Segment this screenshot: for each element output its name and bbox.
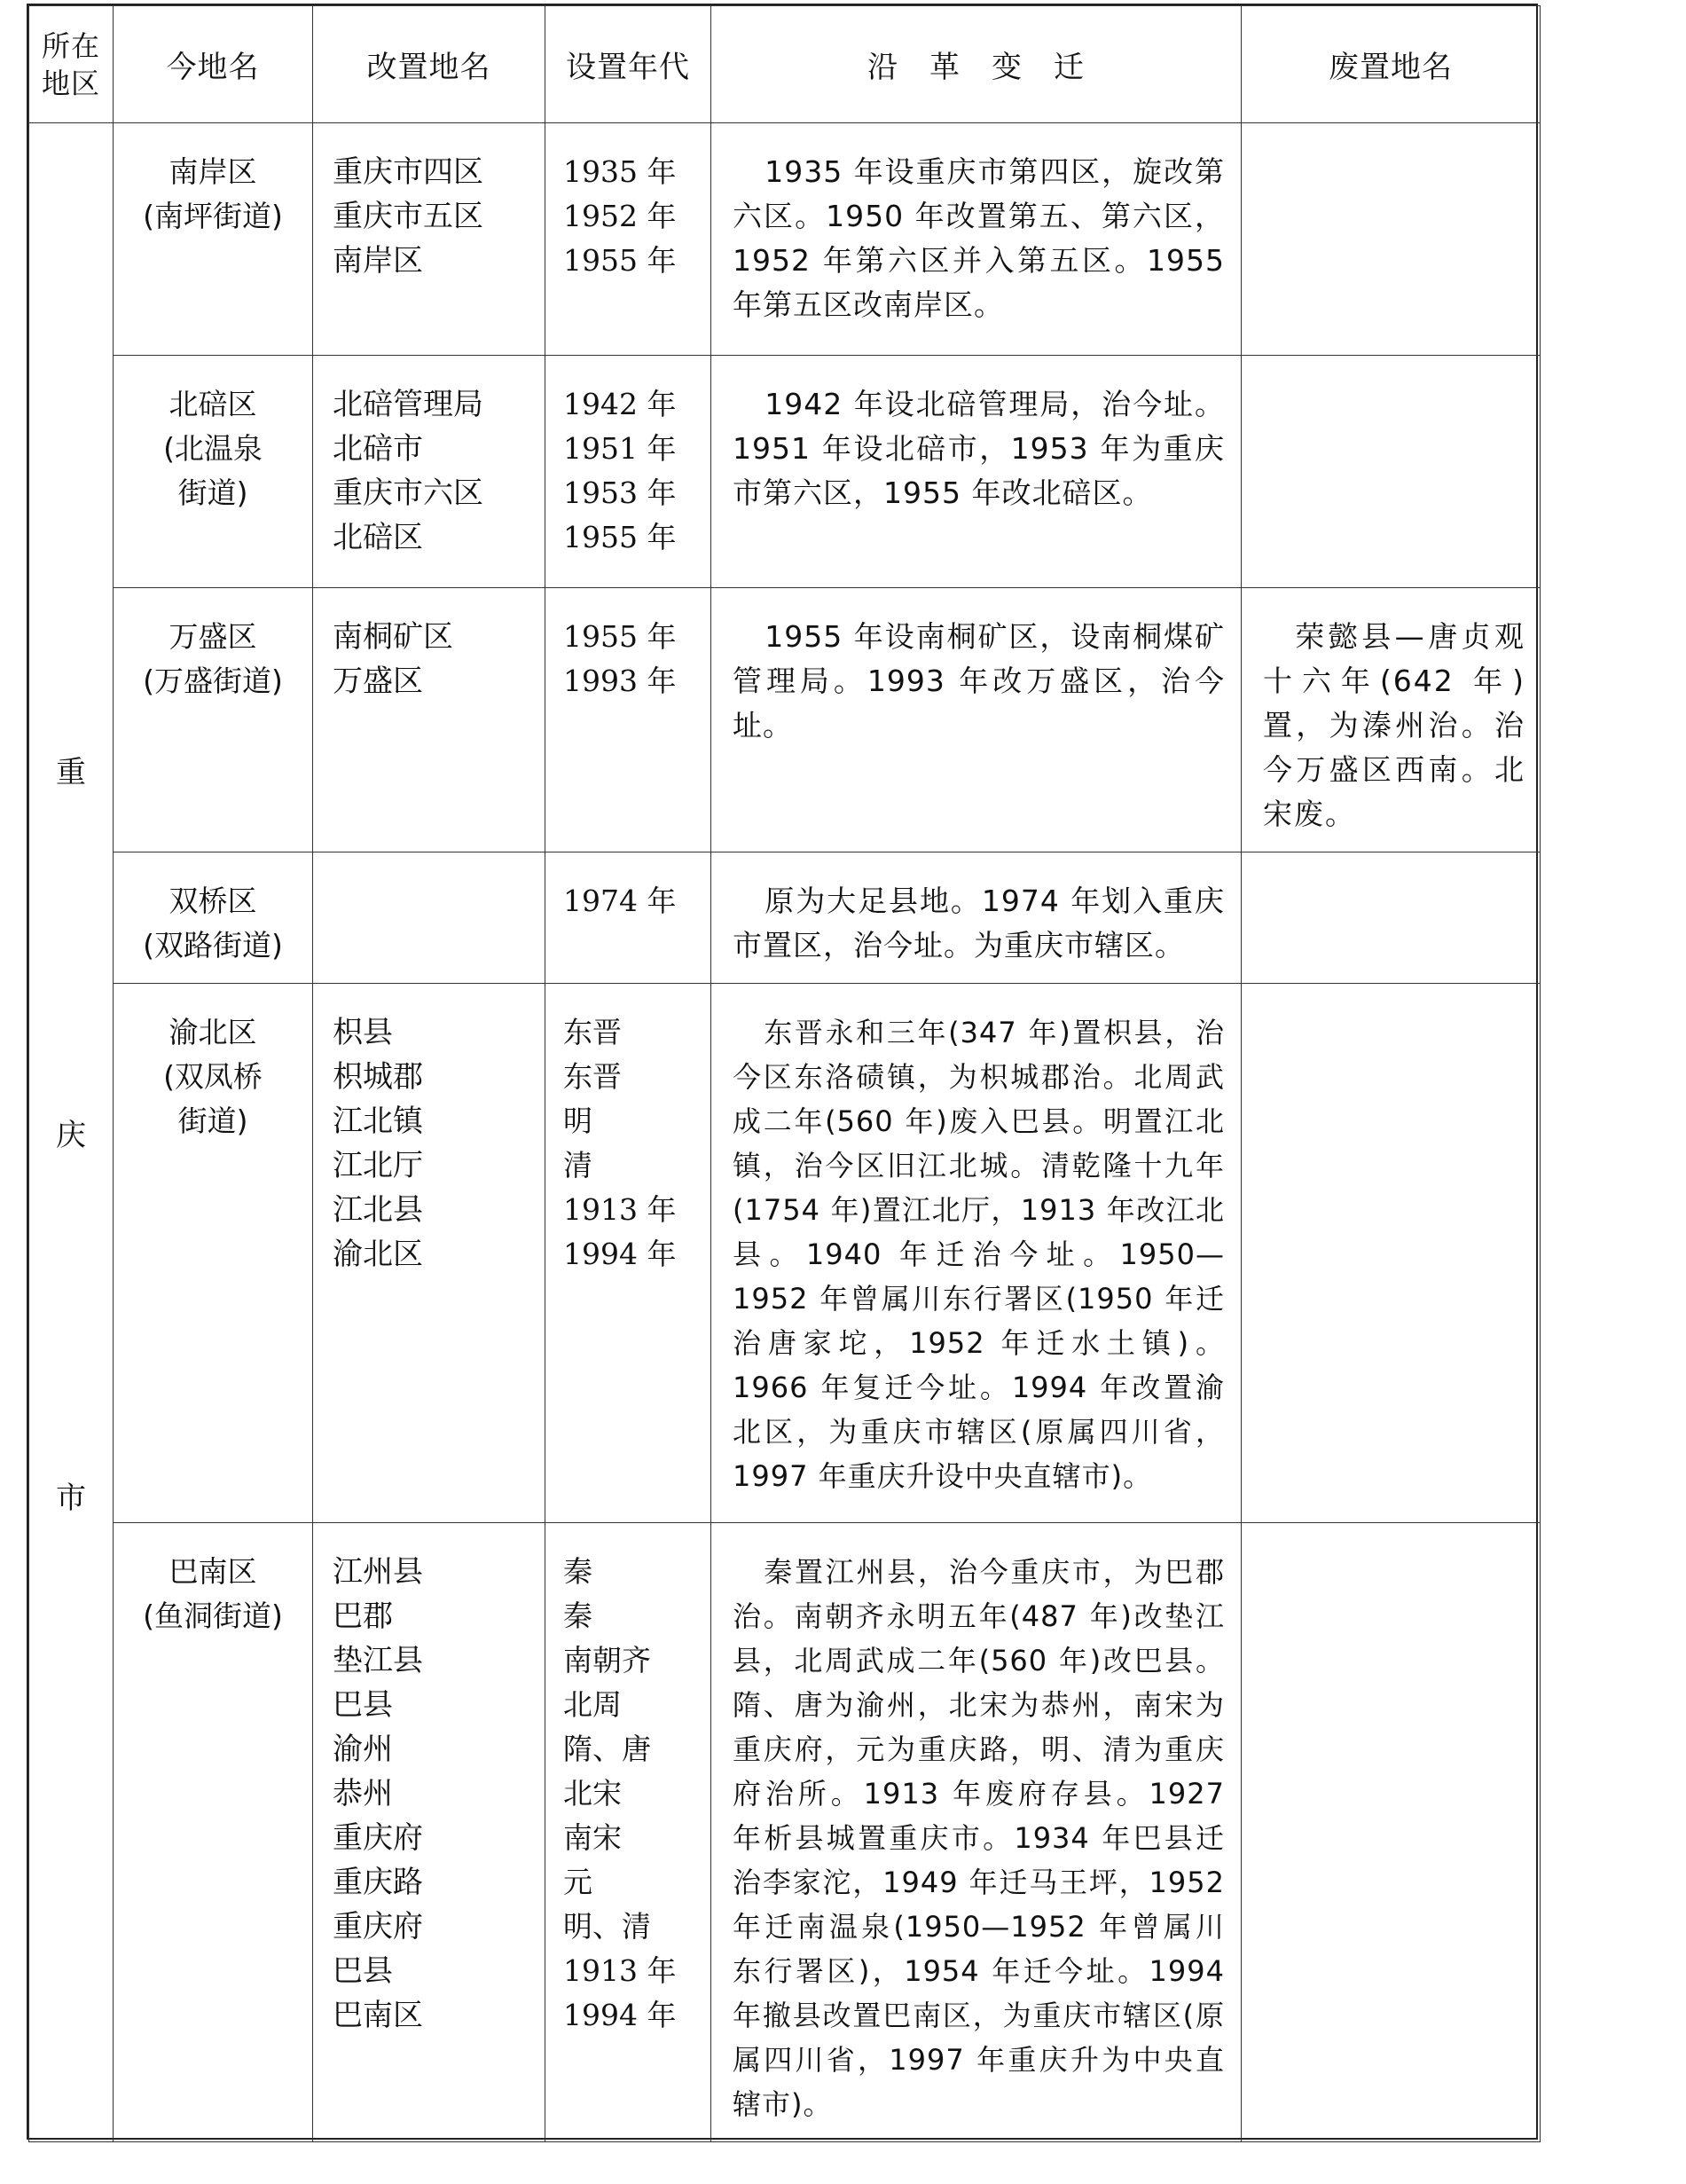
current-name-cell — [114, 588, 313, 852]
year-set-cell — [545, 1523, 711, 2142]
year-set: 1913 年 — [563, 1953, 677, 1988]
current-name: 万盛区 — [169, 619, 257, 654]
abolished-cell — [1242, 1523, 1541, 2142]
year-set: 1953 年 — [563, 475, 677, 510]
changed-names-cell — [313, 123, 545, 356]
changed-name: 北碚管理局 — [333, 387, 483, 422]
changed-name: 重庆府 — [333, 1909, 423, 1944]
current-name: 双桥区 — [169, 884, 257, 918]
changed-name: 南岸区 — [333, 243, 423, 279]
changed-names-cell — [313, 984, 545, 1523]
year-set: 东晋 — [563, 1015, 622, 1049]
year-set: 明 — [563, 1104, 592, 1138]
current-name: 巴南区 — [169, 1554, 257, 1589]
changed-name: 江北厅 — [333, 1148, 423, 1183]
year-set: 元 — [563, 1865, 592, 1899]
changed-name: 南桐矿区 — [333, 619, 453, 655]
year-set: 1993 年 — [563, 664, 677, 698]
changed-name: 重庆府 — [333, 1820, 423, 1856]
changed-name: 江北镇 — [333, 1104, 423, 1139]
table-row — [29, 852, 1541, 984]
history-cell: 原为大足县地。1974 年划入重庆市置区，治今址。为重庆市辖区。 — [711, 852, 1242, 984]
year-set: 1951 年 — [563, 431, 677, 466]
current-name: 南岸区 — [169, 154, 257, 189]
history-cell: 秦置江州县，治今重庆市，为巴郡治。南朝齐永明五年(487 年)改垫江县，北周武成二年(560 年)改巴县。隋、唐为渝州，北宋为恭州，南宋为重庆府，元为重庆路，明、清为重庆府治所。1913 年废府存县。1927 年析县城置重庆市。1934 年巴县迁治李家沱，1949 年迁马王坪，1952 年迁南温泉(1950—1952 年曾属川东行署区)，1954 年迁今址。1994 年撤县改置巴南区，为重庆市辖区(原属四川省，1997 年重庆升为中央直辖市)。 — [711, 1523, 1242, 2142]
changed-name: 恭州 — [333, 1776, 393, 1811]
region-char: 庆 — [56, 1118, 86, 1153]
year-set: 1942 年 — [563, 387, 677, 421]
table-row — [29, 1523, 1541, 2142]
current-name-sub: (鱼洞街道) — [143, 1599, 283, 1633]
header-changed-names: 改置地名 — [313, 6, 545, 123]
changed-name: 垫江县 — [333, 1643, 423, 1678]
changed-name: 巴县 — [333, 1687, 393, 1723]
year-set-cell — [545, 852, 711, 984]
year-set-cell — [545, 984, 711, 1523]
changed-name: 枳城郡 — [333, 1059, 423, 1095]
table-row — [29, 356, 1541, 588]
history-cell: 1935 年设重庆市第四区，旋改第六区。1950 年改置第五、第六区，1952 年第六区并入第五区。1955 年第五区改南岸区。 — [711, 123, 1242, 356]
year-set: 东晋 — [563, 1059, 622, 1094]
header-current-name: 今地名 — [114, 6, 313, 123]
year-set: 1955 年 — [563, 243, 677, 278]
abolished-cell: 荣懿县—唐贞观十六年(642 年)置，为溱州治。治今万盛区西南。北宋废。 — [1242, 588, 1541, 852]
year-set: 秦 — [563, 1554, 592, 1589]
table-row — [29, 123, 1541, 356]
changed-name: 枳县 — [333, 1015, 393, 1050]
year-set: 北周 — [563, 1687, 622, 1722]
year-set-cell — [545, 356, 711, 588]
year-set: 1994 年 — [563, 1998, 677, 2032]
year-set: 明、清 — [563, 1909, 651, 1944]
year-set: 清 — [563, 1148, 592, 1182]
abolished-cell — [1242, 852, 1541, 984]
year-set: 隋、唐 — [563, 1732, 651, 1766]
gazetteer-table — [27, 4, 1538, 2140]
year-set: 北宋 — [563, 1776, 622, 1811]
header-abolished: 废置地名 — [1242, 6, 1541, 123]
history-cell: 1942 年设北碚管理局，治今址。1951 年设北碚市，1953 年为重庆市第六区，1955 年改北碚区。 — [711, 356, 1242, 588]
changed-name: 北碚市 — [333, 431, 423, 467]
year-set: 南朝齐 — [563, 1643, 651, 1677]
region-char: 重 — [56, 755, 86, 790]
changed-name: 万盛区 — [333, 664, 423, 699]
year-set: 1935 年 — [563, 154, 677, 189]
changed-name: 渝北区 — [333, 1237, 423, 1272]
year-set: 1955 年 — [563, 619, 677, 654]
current-name-cell — [114, 356, 313, 588]
changed-names-cell — [313, 852, 545, 984]
current-name-sub: (南坪街道) — [143, 199, 283, 233]
changed-name: 江北县 — [333, 1192, 423, 1228]
current-name-cell — [114, 123, 313, 356]
changed-name: 巴南区 — [333, 1998, 423, 2033]
current-name-sub: (万盛街道) — [143, 664, 283, 698]
year-set: 1913 年 — [563, 1192, 677, 1227]
header-year-set: 设置年代 — [545, 6, 711, 123]
changed-name: 重庆路 — [333, 1865, 423, 1900]
changed-name: 巴县 — [333, 1953, 393, 1989]
table-body — [29, 123, 1541, 2142]
current-name-sub: (双凤桥 街道) — [163, 1059, 263, 1138]
current-name-sub: (双路街道) — [143, 928, 283, 962]
changed-names-cell — [313, 1523, 545, 2142]
year-set-cell — [545, 588, 711, 852]
changed-name: 江州县 — [333, 1554, 423, 1590]
changed-name: 重庆市六区 — [333, 475, 483, 511]
changed-name: 北碚区 — [333, 520, 423, 555]
abolished-cell — [1242, 356, 1541, 588]
year-set: 1952 年 — [563, 199, 677, 233]
year-set-cell — [545, 123, 711, 356]
current-name-cell — [114, 984, 313, 1523]
header-region: 所在 地区 — [29, 6, 114, 123]
abolished-cell — [1242, 123, 1541, 356]
changed-name: 重庆市四区 — [333, 154, 483, 190]
table — [28, 5, 1541, 2142]
region-cell — [29, 123, 114, 2142]
table-row — [29, 984, 1541, 1523]
abolished-cell — [1242, 984, 1541, 1523]
header-row — [29, 6, 1541, 123]
year-set: 1974 年 — [563, 884, 677, 918]
changed-names-cell — [313, 588, 545, 852]
changed-name: 巴郡 — [333, 1599, 393, 1634]
current-name: 渝北区 — [169, 1015, 257, 1049]
current-name: 北碚区 — [169, 387, 257, 421]
changed-name: 渝州 — [333, 1732, 393, 1767]
history-cell: 1955 年设南桐矿区，设南桐煤矿管理局。1993 年改万盛区，治今址。 — [711, 588, 1242, 852]
year-set: 1955 年 — [563, 520, 677, 554]
changed-names-cell — [313, 356, 545, 588]
year-set: 南宋 — [563, 1820, 622, 1855]
header-history: 沿 革 变 迁 — [711, 6, 1242, 123]
current-name-sub: (北温泉 街道) — [163, 431, 263, 510]
year-set: 秦 — [563, 1599, 592, 1633]
history-cell: 东晋永和三年(347 年)置枳县，治今区东洛碛镇，为枳城郡治。北周武成二年(560 年)废入巴县。明置江北镇，治今区旧江北城。清乾隆十九年(1754 年)置江北厅，1913 年改江北县。1940 年迁治今址。1950—1952 年曾属川东行署区(1950 年迁治唐家坨，1952 年迁水土镇)。1966 年复迁今址。1994 年改置渝北区，为重庆市辖区(原属四川省，1997 年重庆升设中央直辖市)。 — [711, 984, 1242, 1523]
region-char: 市 — [56, 1481, 86, 1516]
year-set: 1994 年 — [563, 1237, 677, 1271]
table-row — [29, 588, 1541, 852]
changed-name: 重庆市五区 — [333, 199, 483, 234]
current-name-cell — [114, 852, 313, 984]
current-name-cell — [114, 1523, 313, 2142]
